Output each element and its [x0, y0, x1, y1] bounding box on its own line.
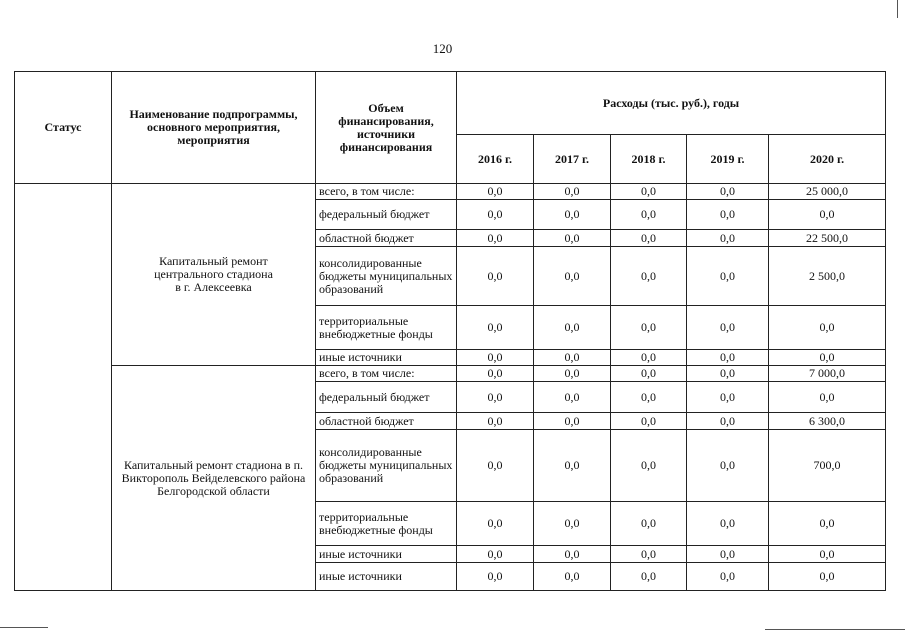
value-cell: 0,0	[611, 413, 687, 430]
value-cell: 0,0	[534, 200, 611, 230]
value-cell: 0,0	[611, 546, 687, 563]
value-cell: 7 000,0	[769, 366, 886, 382]
value-cell: 0,0	[611, 350, 687, 366]
event-title: Капитальный ремонт центрального стадиона в г. Алексеевка	[112, 184, 316, 366]
value-cell: 0,0	[687, 184, 769, 200]
value-cell: 0,0	[687, 306, 769, 350]
value-cell: 0,0	[457, 430, 534, 502]
status-cell	[15, 184, 112, 591]
value-cell: 0,0	[534, 184, 611, 200]
value-cell: 0,0	[457, 247, 534, 306]
header-name: Наименование подпрограммы, основного мероприятия, мероприятия	[112, 72, 316, 184]
table-header	[15, 72, 886, 184]
value-cell: 0,0	[457, 382, 534, 413]
source-label: федеральный бюджет	[316, 382, 457, 413]
value-cell: 0,0	[769, 546, 886, 563]
value-cell: 0,0	[457, 413, 534, 430]
value-cell: 0,0	[769, 502, 886, 546]
source-label: территориальные внебюджетные фонды	[316, 306, 457, 350]
header-year-2020: 2020 г.	[769, 135, 886, 184]
source-label: областной бюджет	[316, 230, 457, 247]
value-cell: 0,0	[457, 230, 534, 247]
source-label: областной бюджет	[316, 413, 457, 430]
value-cell: 700,0	[769, 430, 886, 502]
value-cell: 25 000,0	[769, 184, 886, 200]
source-label: иные источники	[316, 350, 457, 366]
header-expenses: Расходы (тыс. руб.), годы	[457, 72, 886, 135]
value-cell: 0,0	[687, 200, 769, 230]
value-cell: 0,0	[457, 184, 534, 200]
source-label: консолидированные бюджеты муниципальных образований	[316, 430, 457, 502]
value-cell: 0,0	[457, 563, 534, 591]
value-cell: 0,0	[457, 502, 534, 546]
budget-table	[14, 71, 886, 591]
value-cell: 0,0	[769, 306, 886, 350]
value-cell: 0,0	[687, 430, 769, 502]
value-cell: 0,0	[534, 413, 611, 430]
value-cell: 0,0	[687, 546, 769, 563]
value-cell: 0,0	[769, 382, 886, 413]
value-cell: 0,0	[534, 563, 611, 591]
value-cell: 0,0	[611, 430, 687, 502]
value-cell: 0,0	[611, 563, 687, 591]
value-cell: 0,0	[534, 546, 611, 563]
value-cell: 0,0	[687, 247, 769, 306]
value-cell: 0,0	[687, 502, 769, 546]
value-cell: 0,0	[687, 413, 769, 430]
source-label: всего, в том числе:	[316, 366, 457, 382]
event-title: Капитальный ремонт стадиона в п. Викторополь Вейделевского района Белгородской области	[112, 366, 316, 591]
value-cell: 0,0	[457, 306, 534, 350]
header-volume: Объем финансирования, источники финансирования	[316, 72, 457, 184]
value-cell: 0,0	[769, 200, 886, 230]
source-label: иные источники	[316, 563, 457, 591]
value-cell: 0,0	[457, 200, 534, 230]
table-body	[15, 184, 886, 591]
value-cell: 0,0	[687, 230, 769, 247]
value-cell: 0,0	[687, 563, 769, 591]
value-cell: 0,0	[611, 200, 687, 230]
value-cell: 6 300,0	[769, 413, 886, 430]
value-cell: 0,0	[534, 366, 611, 382]
scan-mark	[897, 0, 898, 18]
value-cell: 0,0	[611, 230, 687, 247]
value-cell: 22 500,0	[769, 230, 886, 247]
header-year-2018: 2018 г.	[611, 135, 687, 184]
source-label: территориальные внебюджетные фонды	[316, 502, 457, 546]
scan-mark	[765, 629, 905, 630]
source-label: консолидированные бюджеты муниципальных образований	[316, 247, 457, 306]
value-cell: 0,0	[534, 350, 611, 366]
header-status: Статус	[15, 72, 112, 184]
value-cell: 0,0	[611, 502, 687, 546]
value-cell: 0,0	[534, 382, 611, 413]
source-label: федеральный бюджет	[316, 200, 457, 230]
value-cell: 0,0	[687, 350, 769, 366]
value-cell: 0,0	[457, 366, 534, 382]
value-cell: 0,0	[769, 350, 886, 366]
value-cell: 0,0	[534, 230, 611, 247]
header-year-2017: 2017 г.	[534, 135, 611, 184]
source-label: иные источники	[316, 546, 457, 563]
source-label: всего, в том числе:	[316, 184, 457, 200]
value-cell: 0,0	[611, 382, 687, 413]
value-cell: 0,0	[534, 502, 611, 546]
header-year-2019: 2019 г.	[687, 135, 769, 184]
table-row	[15, 366, 886, 382]
value-cell: 0,0	[534, 247, 611, 306]
value-cell: 0,0	[611, 366, 687, 382]
value-cell: 0,0	[534, 430, 611, 502]
value-cell: 0,0	[687, 382, 769, 413]
value-cell: 0,0	[687, 366, 769, 382]
value-cell: 0,0	[534, 306, 611, 350]
table-row	[15, 184, 886, 200]
header-year-2016: 2016 г.	[457, 135, 534, 184]
value-cell: 0,0	[611, 247, 687, 306]
value-cell: 0,0	[769, 563, 886, 591]
value-cell: 0,0	[457, 546, 534, 563]
value-cell: 0,0	[611, 184, 687, 200]
value-cell: 0,0	[457, 350, 534, 366]
scan-mark	[0, 627, 48, 628]
value-cell: 0,0	[611, 306, 687, 350]
value-cell: 2 500,0	[769, 247, 886, 306]
page-number: 120	[432, 41, 453, 56]
